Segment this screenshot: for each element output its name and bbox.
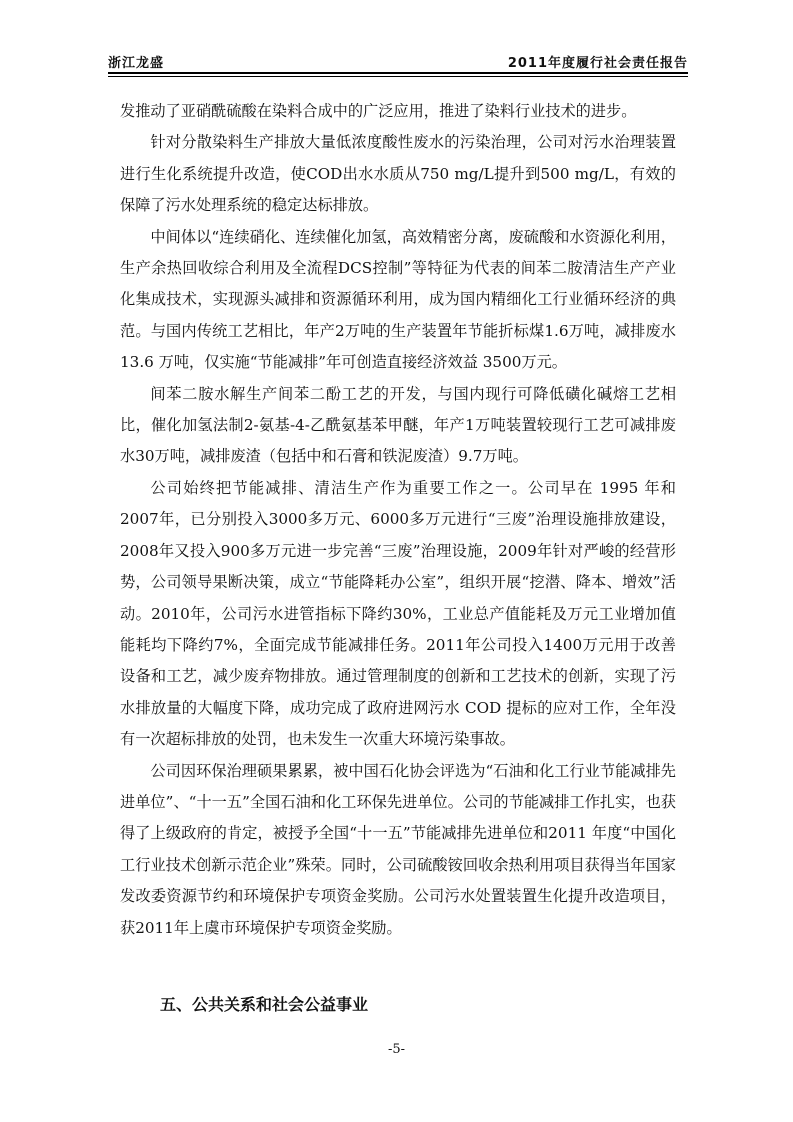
paragraph: 公司因环保治理硕果累累，被中国石化协会评选为“石油和化工行业节能减排先进单位”、“十一五”全国石油和化工环保先进单位。公司的节能减排工作扎实，也获得了上级政府的肯定，被授予全国“十一五”节能减排先进单位和2011 年度“中国化工行业技术创新示范企业”殊荣。同时，公司硫酸铵回收余热利用项目获得当年国家发改委资源节约和环境保护专项资金奖励。公司污水处置装置生化提升改造项目，获2011年上虞市环境保护专项资金奖励。	[120, 761, 676, 937]
paragraph: 公司始终把节能减排、清洁生产作为重要工作之一。公司早在 1995 年和2007年，已分别投入3000多万元、6000多万元进行“三废”治理设施排放建设，2008年又投入900多万元进一步完善“三废”治理设施，2009年针对严峻的经营形势，公司领导果断决策，成立“节能降耗办公室”，组织开展“挖潜、降本、增效”活动。2010年，公司污水进管指标下降约30%，工业总产值能耗及万元工业增加值能耗均下降约7%，全面完成节能减排任务。2011年公司投入1400万元用于改善设备和工艺，减少废弃物排放。通过管理制度的创新和工艺技术的创新，实现了污水排放量的大幅度下降，成功完成了政府进网污水 COD 提标的应对工作，全年没有一次超标排放的处罚，也未发生一次重大环境污染事故。	[120, 478, 676, 749]
page-header	[108, 50, 688, 72]
page-number: -5-	[387, 1042, 406, 1057]
header-company: 浙江龙盛	[108, 56, 165, 71]
header-rule-thick	[108, 72, 688, 74]
body-text	[120, 96, 676, 944]
paragraph: 针对分散染料生产排放大量低浓度酸性废水的污染治理，公司对污水治理装置进行生化系统提升改造，使COD出水水质从750 mg/L提升到500 mg/L，有效的保障了污水处理系统的稳定达标排放。	[120, 133, 676, 215]
header-rule-thin	[108, 76, 688, 77]
paragraph: 间苯二胺水解生产间苯二酚工艺的开发，与国内现行可降低磺化碱熔工艺相比，催化加氢法制2-氨基-4-乙酰氨基苯甲醚，年产1万吨装置较现行工艺可减排废水30万吨，减排废渣（包括中和石膏和铁泥废渣）9.7万吨。	[120, 384, 676, 466]
section-heading: 五、公共关系和社会公益事业	[160, 995, 369, 1014]
header-report-title: 2011年度履行社会责任报告	[507, 56, 688, 71]
paragraph: 发推动了亚硝酰硫酸在染料合成中的广泛应用，推进了染料行业技术的进步。	[120, 102, 637, 120]
paragraph: 中间体以“连续硝化、连续催化加氢，高效精密分离，废硫酸和水资源化利用，生产余热回收综合利用及全流程DCS控制”等特征为代表的间苯二胺清洁生产产业化集成技术，实现源头减排和资源循环利用，成为国内精细化工行业循环经济的典范。与国内传统工艺相比，年产2万吨的生产装置年节能折标煤1.6万吨，减排废水 13.6 万吨，仅实施“节能减排”年可创造直接经济效益 3500万元。	[120, 227, 676, 372]
